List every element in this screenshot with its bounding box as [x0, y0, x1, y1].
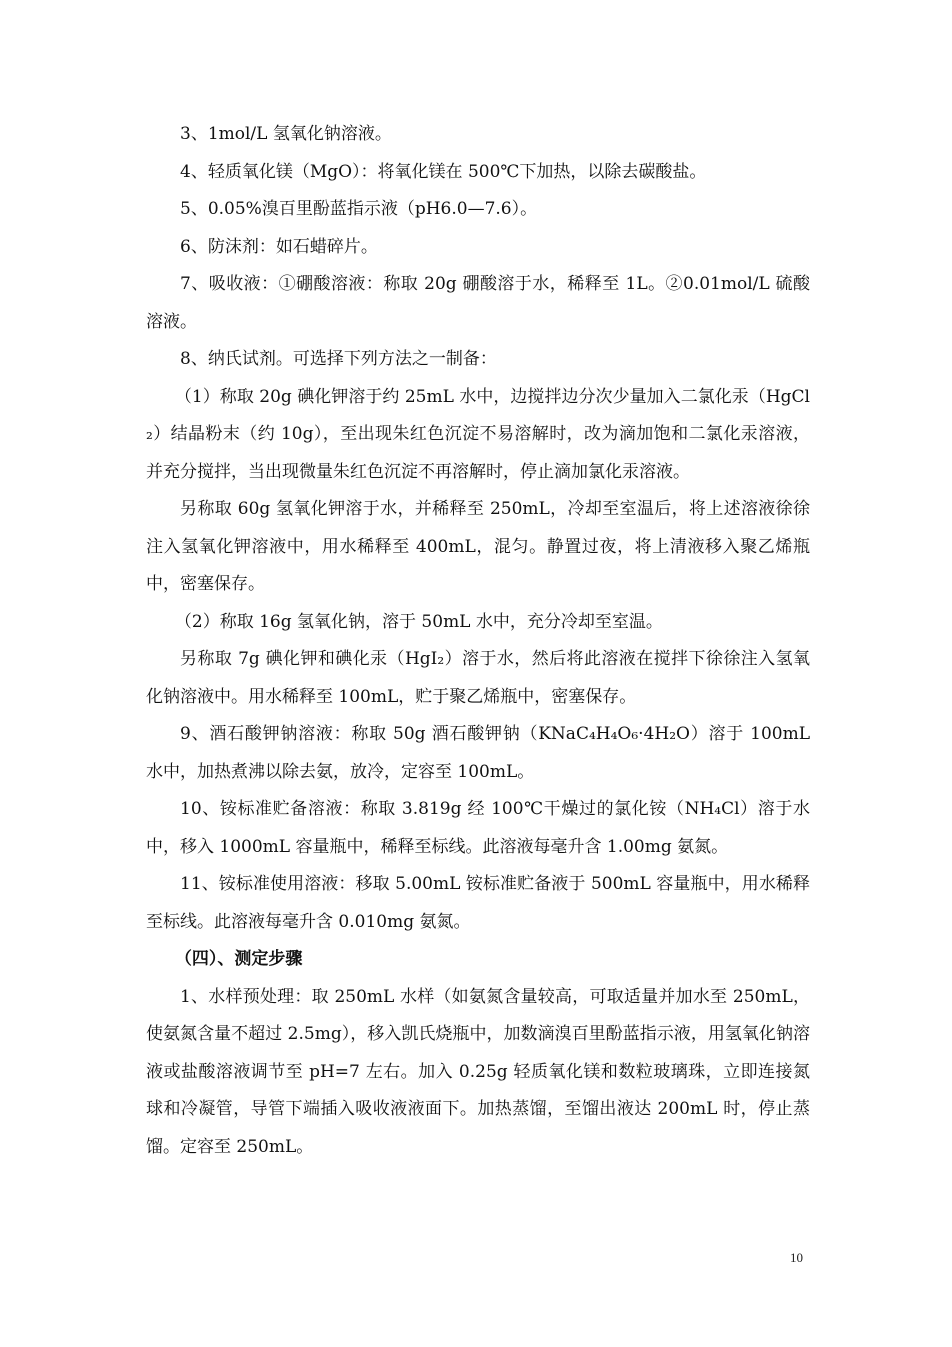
page-body [146, 116, 810, 1166]
paragraph-reagent-4: 4、轻质氧化镁（MgO）：将氧化镁在 500℃下加热，以除去碳酸盐。 [180, 161, 707, 182]
paragraph-reagent-6: 6、防沫剂：如石蜡碎片。 [180, 236, 378, 257]
paragraph-method-1: （1）称取 20g 碘化钾溶于约 25mL 水中，边搅拌边分次少量加入二氯化汞（HgCl₂）结晶粉末（约 10g），至出现朱红色沉淀不易溶解时，改为滴加饱和二氯化汞溶液，并充分搅拌，当出现微量朱红色沉淀不再溶解时，停止滴加氯化汞溶液。 [146, 386, 810, 482]
paragraph-reagent-3: 3、1mol/L 氢氧化钠溶液。 [180, 124, 392, 144]
paragraph-method-2: （2）称取 16g 氢氧化钠，溶于 50mL 水中，充分冷却至室温。 [174, 611, 663, 632]
paragraph-reagent-10: 10、铵标准贮备溶液：称取 3.819g 经 100℃干燥过的氯化铵（NH₄Cl）溶于水中，移入 1000mL 容量瓶中，稀释至标线。此溶液每毫升含 1.00mg 氨氮。 [146, 799, 810, 857]
page-number: 10 [790, 1250, 803, 1265]
paragraph-reagent-8: 8、纳氏试剂。可选择下列方法之一制备： [180, 349, 497, 369]
paragraph-step-1: 1、水样预处理：取 250mL 水样（如氨氮含量较高，可取适量并加水至 250mL，使氨氮含量不超过 2.5mg），移入凯氏烧瓶中，加数滴溴百里酚蓝指示液，用氢氧化钠溶液或盐酸溶液调节至 pH=7 左右。加入 0.25g 轻质氧化镁和数粒玻璃珠，立即连接氮球和冷凝管，导管下端插入吸收液液面下。加热蒸馏，至馏出液达 200mL 时，停止蒸馏。定容至 250mL。 [146, 986, 810, 1157]
paragraph-reagent-5: 5、0.05%溴百里酚蓝指示液（pH6.0—7.6）。 [180, 199, 538, 219]
paragraph-reagent-7: 7、吸收液：①硼酸溶液：称取 20g 硼酸溶于水，稀释至 1L。②0.01mol/L 硫酸溶液。 [146, 274, 810, 332]
paragraph-reagent-11: 11、铵标准使用溶液：移取 5.00mL 铵标准贮备液于 500mL 容量瓶中，用水稀释至标线。此溶液每毫升含 0.010mg 氨氮。 [146, 874, 810, 932]
section-heading: （四）、测定步骤 [174, 949, 303, 969]
paragraph-method-1-cont: 另称取 60g 氢氧化钾溶于水，并稀释至 250mL，冷却至室温后，将上述溶液徐徐注入氢氧化钾溶液中，用水稀释至 400mL，混匀。静置过夜，将上清液移入聚乙烯瓶中，密塞保存。 [146, 499, 810, 594]
paragraph-reagent-9: 9、酒石酸钾钠溶液：称取 50g 酒石酸钾钠（KNaC₄H₄O₆·4H₂O）溶于 100mL 水中，加热煮沸以除去氨，放冷，定容至 100mL。 [146, 724, 810, 782]
paragraph-method-2-cont: 另称取 7g 碘化钾和碘化汞（HgI₂）溶于水，然后将此溶液在搅拌下徐徐注入氢氧化钠溶液中。用水稀释至 100mL，贮于聚乙烯瓶中，密塞保存。 [146, 649, 810, 707]
